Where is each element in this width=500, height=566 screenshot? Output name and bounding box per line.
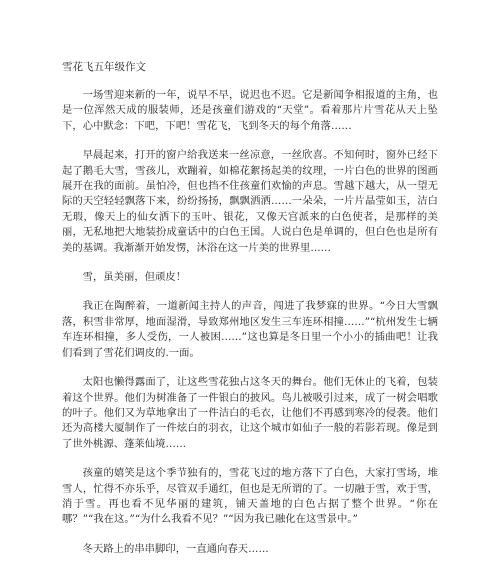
paragraph-5: 太阳也懒得露面了，让这些雪花独占这冬天的舞台。他们无休止的飞着，包装着这个世界。他们为树准备了一件银白的披风。鸟儿被吸引过来，成了一树会唱歌的叶子。他们又为草地拿出了一件洁白的毛衣，让他们不再感到寒冷的侵袭。他们还为高楼大厦制作了一件炫白的羽衣，让这个城市如仙子一般的若影若现。像是到了世外桃源、蓬莱仙境…… xyxy=(62,376,438,450)
paragraph-3: 雪，虽美丽，但顽皮！ xyxy=(82,271,187,284)
paragraph-2: 早晨起来，打开的窗户给我送来一丝凉意，一丝欣喜。不知何时，窗外已经下起了鹅毛大雪，雪孩儿，欢蹦着，如棉花絮扬起美的纹理，一片白色的世界的图画展开在我的面前。虽怕冷，但也挡不住孩童们欢愉的声息。雪越下越大，从一望无际的天空轻轻飘落下来，纷纷扬扬，飘飘洒洒……一朵朵，一片片晶莹如玉，洁白无瑕，像天上的仙女洒下的玉叶、银花，又像天宫派来的白色使者，是那样的美丽，无私地把大地装扮成童话中的白色王国。人说白色是单调的，但白色也是所有美的基调。我渐渐开始发愣，沐浴在这一片美的世界里…… xyxy=(62,149,438,254)
paragraph-6: 孩童的嬉笑是这个季节独有的，雪花飞过的地方落下了白色，大家打雪场，堆雪人，忙得不亦乐乎，尽管双手通红，但也是无所谓的了。一切融于雪，欢于雪，消于雪。再也看不见华丽的建筑，铺天盖地的白色占据了整个世界。“你在哪？”“我在这。”“为什么我看不见？”“因为我已融化在这雪景中。” xyxy=(62,467,438,526)
paragraph-1: 一场雪迎来新的一年，说早不早，说迟也不迟。它是新闻争相报道的主角，也是一位浑然天成的服装师，还是孩童们游戏的“天堂”。看着那片片雪花从天上坠下，心中默念：下吧，下吧！雪花飞，飞到冬天的每个角落…… xyxy=(62,89,438,132)
article xyxy=(62,60,438,557)
article-title: 雪花飞五年级作文 xyxy=(62,61,146,73)
paragraph-7: 冬天路上的串串脚印，一直通向春天…… xyxy=(82,542,269,555)
paragraph-4: 我正在陶醉着，一道新闻主持人的声音，闯进了我梦寐的世界。“今日大雪飘落，积雪非常厚，地面湿滑，导致郑州地区发生三车连环相撞……”“杭州发生七辆车连环相撞，多人受伤，一人被困……”这也算是冬日里一个小小的插曲吧！让我们看到了雪花们调皮的.一面。 xyxy=(62,300,438,359)
